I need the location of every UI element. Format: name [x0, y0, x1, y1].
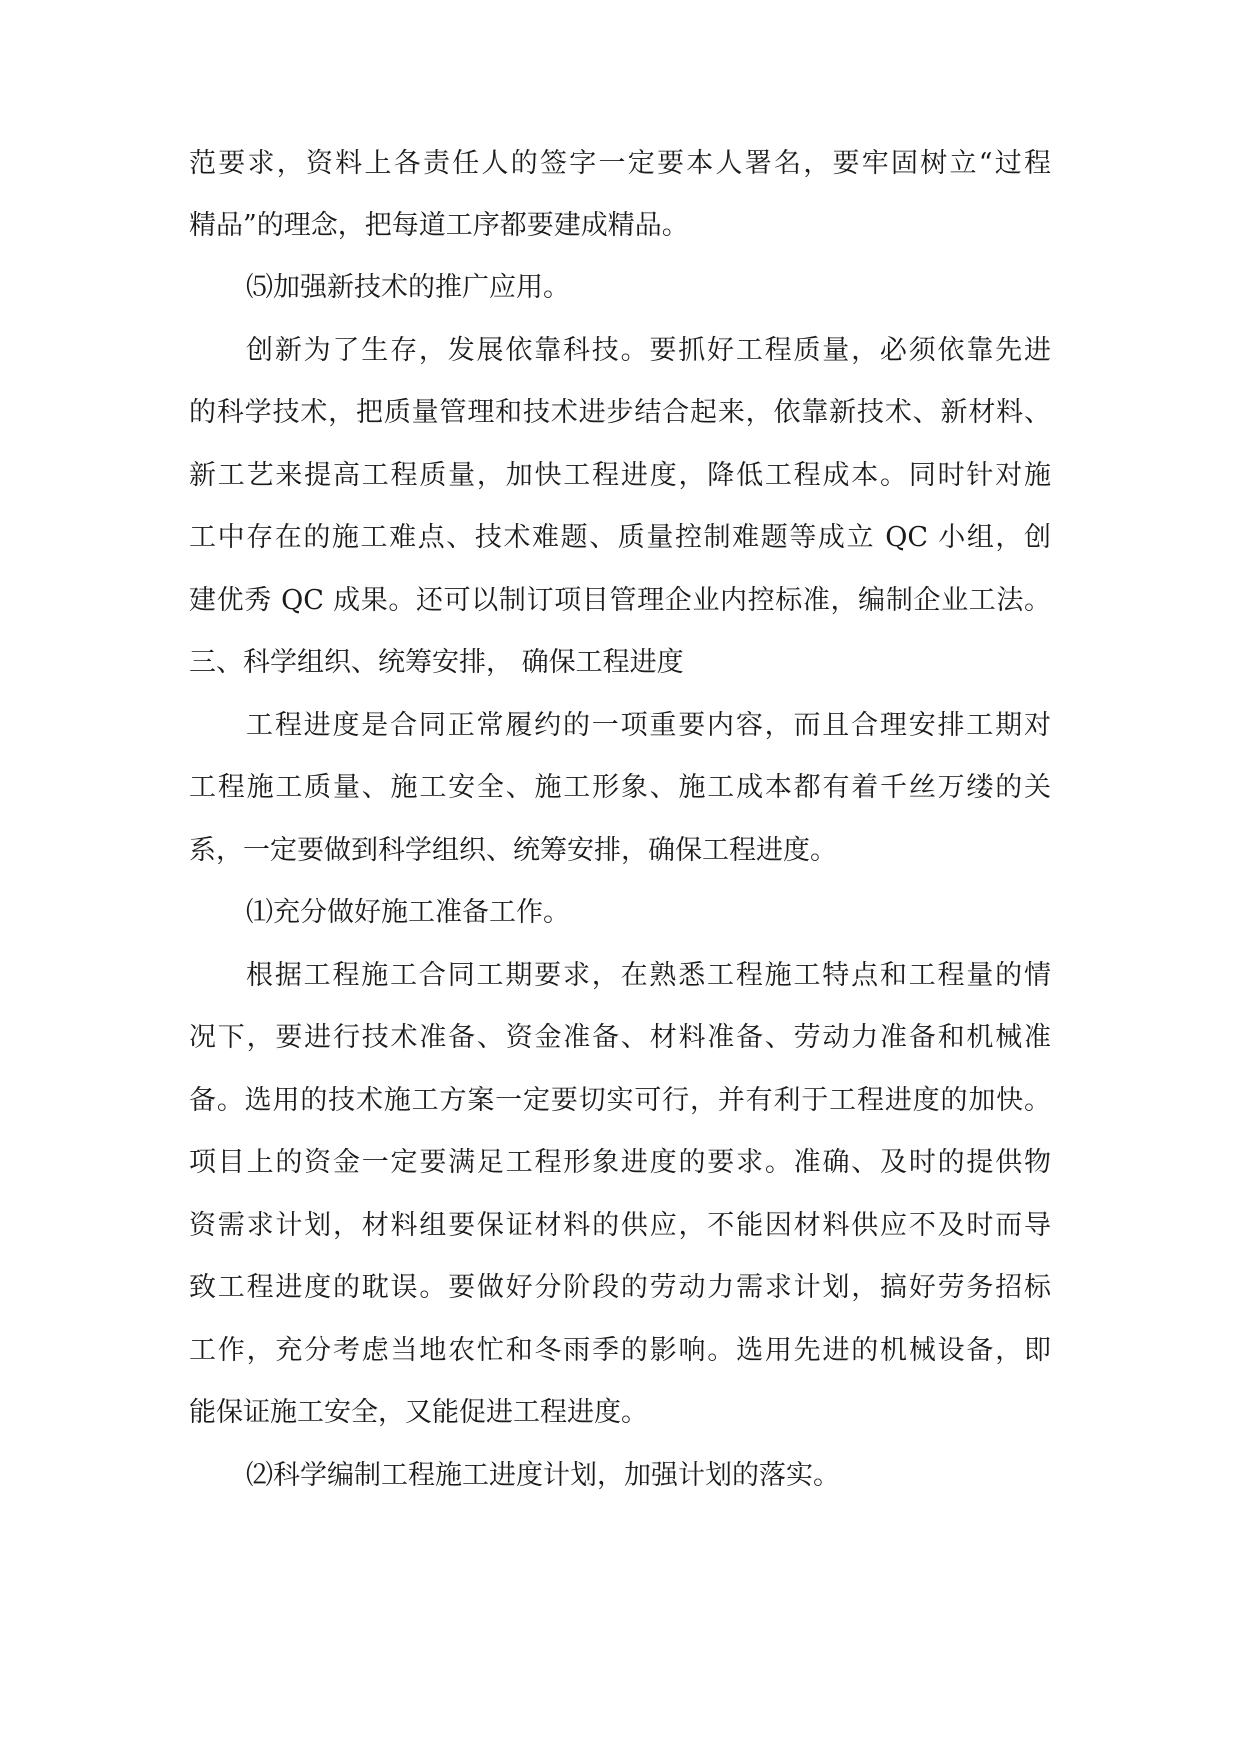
- section-heading: 三、科学组织、统筹安排， 确保工程进度: [189, 647, 684, 678]
- text-line: 的科学技术，把质量管理和技术进步结合起来，依靠新技术、新材料、: [189, 397, 1051, 428]
- text-line: 能保证施工安全，又能促进工程进度。: [189, 1397, 648, 1428]
- text-line: 新工艺来提高工程质量，加快工程进度，降低工程成本。同时针对施: [189, 460, 1051, 491]
- text-line: 精品”的理念，把每道工序都要建成精品。: [189, 210, 689, 241]
- text-line: 备。选用的技术施工方案一定要切实可行，并有利于工程进度的加快。: [189, 1085, 1051, 1116]
- text-line: 资需求计划，材料组要保证材料的供应，不能因材料供应不及时而导: [189, 1210, 1051, 1241]
- text-line: 况下，要进行技术准备、资金准备、材料准备、劳动力准备和机械准: [189, 1022, 1051, 1053]
- text-line: 根据工程施工合同工期要求，在熟悉工程施工特点和工程量的情: [246, 960, 1051, 991]
- text-line: 工中存在的施工难点、技术难题、质量控制难题等成立 QC 小组，创: [189, 522, 1051, 553]
- text-line: 创新为了生存，发展依靠科技。要抓好工程质量，必须依靠先进: [246, 335, 1051, 366]
- text-line: 致工程进度的耽误。要做好分阶段的劳动力需求计划，搞好劳务招标: [189, 1272, 1051, 1303]
- numbered-heading: ⑸加强新技术的推广应用。: [246, 272, 570, 303]
- text-line: 工程施工质量、施工安全、施工形象、施工成本都有着千丝万缕的关: [189, 772, 1051, 803]
- numbered-heading: ⑵科学编制工程施工进度计划，加强计划的落实。: [246, 1460, 840, 1491]
- text-line: 范要求，资料上各责任人的签字一定要本人署名，要牢固树立“过程: [189, 148, 1051, 179]
- text-line: 项目上的资金一定要满足工程形象进度的要求。准确、及时的提供物: [189, 1147, 1051, 1178]
- text-line: 工作，充分考虑当地农忙和冬雨季的影响。选用先进的机械设备，即: [189, 1335, 1051, 1366]
- text-line: 建优秀 QC 成果。还可以制订项目管理企业内控标准，编制企业工法。: [189, 585, 1051, 616]
- numbered-heading: ⑴充分做好施工准备工作。: [246, 897, 570, 928]
- text-line: 工程进度是合同正常履约的一项重要内容，而且合理安排工期对: [246, 710, 1051, 741]
- text-line: 系，一定要做到科学组织、统筹安排，确保工程进度。: [189, 835, 837, 866]
